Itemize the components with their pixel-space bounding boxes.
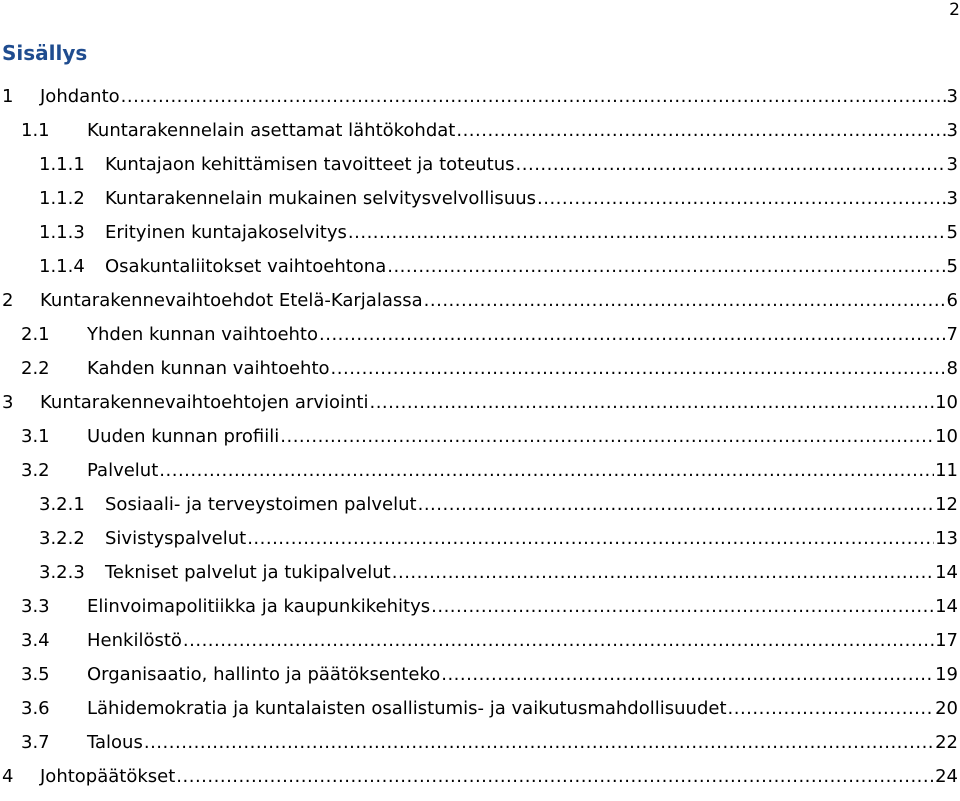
toc-entry-page: 7 <box>946 324 958 345</box>
toc-entry-title: Tekniset palvelut ja tukipalvelut <box>105 562 391 583</box>
toc-entry-title: Elinvoimapolitiikka ja kaupunkikehitys <box>87 596 431 617</box>
toc-entry-number: 3.4 <box>21 630 50 651</box>
toc-entry[interactable] <box>0 80 960 114</box>
toc-entry-number: 3 <box>2 392 14 413</box>
toc-entry[interactable] <box>0 590 960 624</box>
toc-entry[interactable] <box>0 658 960 692</box>
toc-entry[interactable] <box>0 454 960 488</box>
toc-entry[interactable] <box>0 488 960 522</box>
toc-entry-number: 1 <box>2 86 14 107</box>
toc-dot-leader <box>247 529 934 549</box>
toc-dot-leader <box>424 291 946 311</box>
toc-entry-page: 10 <box>935 392 958 413</box>
toc-entry-title: Kuntarakennevaihtoehtojen arviointi <box>40 392 369 413</box>
toc-dot-leader <box>392 563 934 583</box>
toc-dot-leader <box>418 495 934 515</box>
toc-entry-number: 2.1 <box>21 324 50 345</box>
toc-title: Sisällys <box>2 41 88 65</box>
toc-dot-leader <box>280 427 934 447</box>
toc-dot-leader <box>431 597 934 617</box>
toc-entry-title: Organisaatio, hallinto ja päätöksenteko <box>87 664 441 685</box>
toc-entry-page: 13 <box>935 528 958 549</box>
toc-dot-leader <box>144 733 934 753</box>
toc-dot-leader <box>319 325 946 345</box>
toc-entry[interactable] <box>0 420 960 454</box>
toc-entry-number: 2.2 <box>21 358 50 379</box>
toc-entry-title: Kuntarakennelain mukainen selvitysvelvollisuus <box>105 188 537 209</box>
toc-entry-number: 1.1.2 <box>39 188 85 209</box>
toc-entry[interactable] <box>0 624 960 658</box>
toc-entry-page: 20 <box>935 698 958 719</box>
toc-entry-number: 1.1 <box>21 120 50 141</box>
toc-entry-number: 3.2.1 <box>39 494 85 515</box>
toc-dot-leader <box>121 87 946 107</box>
toc-entry[interactable] <box>0 352 960 386</box>
toc-dot-leader <box>369 393 934 413</box>
toc-entry-number: 3.2.2 <box>39 528 85 549</box>
toc-entry-title: Johtopäätökset <box>40 766 176 787</box>
toc-entry-number: 3.2 <box>21 460 50 481</box>
toc-dot-leader <box>456 121 945 141</box>
toc-entry[interactable] <box>0 726 960 760</box>
toc-entry-number: 1.1.4 <box>39 256 85 277</box>
toc-entry-page: 3 <box>946 188 958 209</box>
toc-entry[interactable] <box>0 284 960 318</box>
toc-entry[interactable] <box>0 114 960 148</box>
toc-entry[interactable] <box>0 182 960 216</box>
toc-entry-page: 3 <box>946 120 958 141</box>
toc-entry-title: Kuntarakennelain asettamat lähtökohdat <box>87 120 456 141</box>
toc-entry-page: 14 <box>935 596 958 617</box>
table-of-contents <box>0 80 960 794</box>
toc-entry-title: Yhden kunnan vaihtoehto <box>87 324 319 345</box>
toc-entry-title: Johdanto <box>40 86 120 107</box>
toc-dot-leader <box>159 461 934 481</box>
toc-entry-page: 12 <box>935 494 958 515</box>
toc-entry-number: 1.1.1 <box>39 154 85 175</box>
toc-entry-number: 3.3 <box>21 596 50 617</box>
toc-entry-page: 14 <box>935 562 958 583</box>
toc-entry-number: 2 <box>2 290 14 311</box>
toc-dot-leader <box>183 631 934 651</box>
toc-entry-page: 19 <box>935 664 958 685</box>
toc-entry-title: Palvelut <box>87 460 159 481</box>
toc-dot-leader <box>441 665 934 685</box>
toc-entry-title: Lähidemokratia ja kuntalaisten osallistumis- ja vaikutusmahdollisuudet <box>87 698 727 719</box>
toc-entry-title: Talous <box>87 732 143 753</box>
toc-entry[interactable] <box>0 148 960 182</box>
page-number: 2 <box>949 0 960 20</box>
toc-entry-page: 6 <box>946 290 958 311</box>
toc-entry-page: 11 <box>935 460 958 481</box>
toc-entry-number: 3.6 <box>21 698 50 719</box>
toc-entry-page: 5 <box>946 256 958 277</box>
toc-entry-title: Uuden kunnan profiili <box>87 426 280 447</box>
toc-entry-title: Erityinen kuntajakoselvitys <box>105 222 347 243</box>
toc-entry-number: 4 <box>2 766 14 787</box>
toc-entry[interactable] <box>0 318 960 352</box>
toc-entry-title: Sivistyspalvelut <box>105 528 247 549</box>
toc-entry[interactable] <box>0 760 960 794</box>
toc-entry[interactable] <box>0 250 960 284</box>
toc-dot-leader <box>728 699 935 719</box>
toc-entry-page: 22 <box>935 732 958 753</box>
toc-entry-page: 5 <box>946 222 958 243</box>
toc-entry-page: 17 <box>935 630 958 651</box>
toc-entry-page: 3 <box>946 86 958 107</box>
toc-entry-page: 3 <box>946 154 958 175</box>
toc-entry[interactable] <box>0 216 960 250</box>
toc-entry-number: 3.1 <box>21 426 50 447</box>
toc-entry-page: 24 <box>935 766 958 787</box>
toc-entry-number: 3.2.3 <box>39 562 85 583</box>
toc-entry[interactable] <box>0 522 960 556</box>
toc-entry-title: Henkilöstö <box>87 630 182 651</box>
toc-entry-page: 8 <box>946 358 958 379</box>
toc-dot-leader <box>348 223 946 243</box>
toc-dot-leader <box>387 257 945 277</box>
toc-entry-page: 10 <box>935 426 958 447</box>
toc-entry-title: Sosiaali- ja terveystoimen palvelut <box>105 494 417 515</box>
toc-dot-leader <box>331 359 946 379</box>
toc-dot-leader <box>537 189 946 209</box>
toc-entry-number: 3.7 <box>21 732 50 753</box>
toc-entry-title: Osakuntaliitokset vaihtoehtona <box>105 256 387 277</box>
toc-dot-leader <box>176 767 934 787</box>
toc-entry-title: Kuntarakennevaihtoehdot Etelä-Karjalassa <box>40 290 423 311</box>
toc-entry[interactable] <box>0 556 960 590</box>
toc-entry-title: Kuntajaon kehittämisen tavoitteet ja toteutus <box>105 154 515 175</box>
toc-entry-number: 3.5 <box>21 664 50 685</box>
toc-dot-leader <box>516 155 946 175</box>
toc-entry[interactable] <box>0 692 960 726</box>
toc-entry-title: Kahden kunnan vaihtoehto <box>87 358 330 379</box>
toc-entry[interactable] <box>0 386 960 420</box>
toc-entry-number: 1.1.3 <box>39 222 85 243</box>
